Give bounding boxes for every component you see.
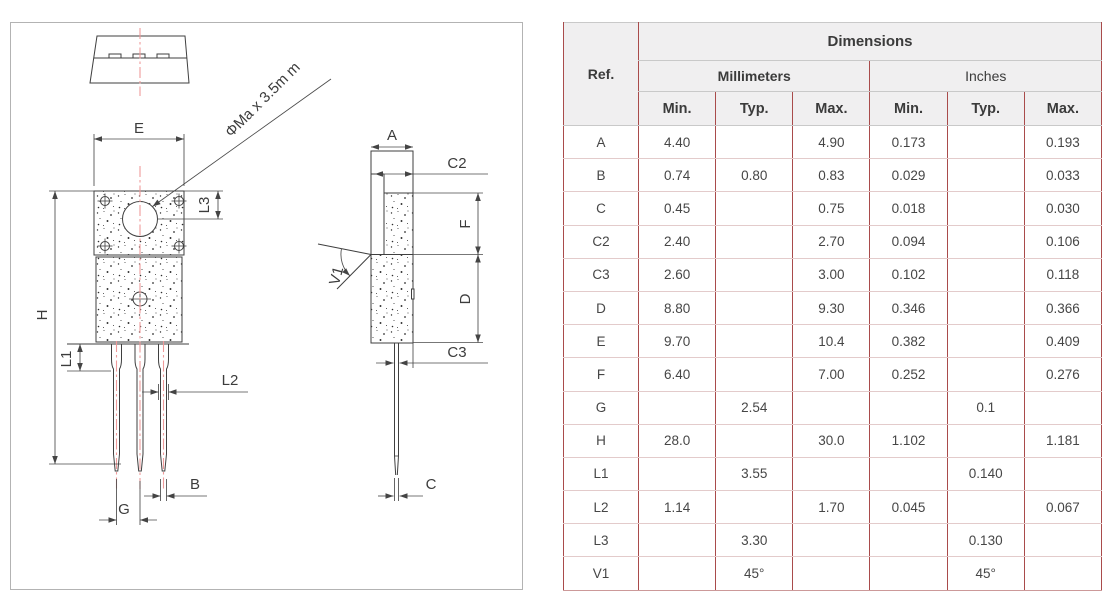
dim-value-cell: 0.102	[870, 258, 947, 291]
dim-value-cell	[947, 225, 1024, 258]
dimensions-table	[563, 22, 1102, 590]
dim-value-cell: 0.74	[639, 159, 716, 192]
dim-value-cell: 4.90	[793, 126, 870, 159]
dim-value-cell	[639, 524, 716, 557]
table-title: Dimensions	[639, 23, 1102, 61]
dim-value-cell	[1024, 524, 1101, 557]
row-ref: V1	[564, 557, 639, 590]
dim-value-cell: 0.033	[1024, 159, 1101, 192]
table-row	[564, 457, 1102, 490]
dim-value-cell: 0.75	[793, 192, 870, 225]
dim-value-cell: 7.00	[793, 358, 870, 391]
col-header-typ-in: Typ.	[947, 92, 1024, 126]
ref-column-header: Ref.	[564, 23, 639, 126]
row-ref: A	[564, 126, 639, 159]
dim-value-cell	[947, 291, 1024, 324]
table-row	[564, 159, 1102, 192]
dim-value-cell: 0.067	[1024, 491, 1101, 524]
row-ref: E	[564, 325, 639, 358]
dim-label-l3: L3	[196, 196, 213, 214]
dim-label-f: F	[457, 219, 474, 229]
dim-label-l1: L1	[58, 350, 75, 368]
dim-value-cell	[793, 524, 870, 557]
dim-value-cell	[716, 424, 793, 457]
dim-value-cell: 0.366	[1024, 291, 1101, 324]
dim-value-cell: 0.118	[1024, 258, 1101, 291]
dim-value-cell	[947, 126, 1024, 159]
dim-value-cell: 0.193	[1024, 126, 1101, 159]
dim-value-cell: 0.346	[870, 291, 947, 324]
col-header-max-mm: Max.	[793, 92, 870, 126]
row-ref: H	[564, 424, 639, 457]
dim-value-cell: 30.0	[793, 424, 870, 457]
side-view	[318, 151, 414, 475]
dim-value-cell: 28.0	[639, 424, 716, 457]
dim-value-cell	[947, 192, 1024, 225]
dim-label-a: A	[386, 127, 398, 144]
dim-value-cell: 10.4	[793, 325, 870, 358]
dim-value-cell	[716, 225, 793, 258]
dim-value-cell	[947, 491, 1024, 524]
table-row	[564, 126, 1102, 159]
dim-value-cell: 2.40	[639, 225, 716, 258]
dim-value-cell: 3.00	[793, 258, 870, 291]
dim-value-cell	[716, 192, 793, 225]
dim-value-cell	[870, 524, 947, 557]
dim-value-cell: 1.14	[639, 491, 716, 524]
dimensions-table-grid	[563, 22, 1102, 591]
row-ref: L3	[564, 524, 639, 557]
row-ref: C	[564, 192, 639, 225]
table-row	[564, 291, 1102, 324]
dim-value-cell: 2.60	[639, 258, 716, 291]
dim-label-c: C	[425, 476, 437, 493]
table-row	[564, 557, 1102, 590]
dim-value-cell: 4.40	[639, 126, 716, 159]
col-header-min-in: Min.	[870, 92, 947, 126]
dim-value-cell	[947, 358, 1024, 391]
dim-value-cell	[870, 557, 947, 590]
row-ref: G	[564, 391, 639, 424]
dim-value-cell: 0.409	[1024, 325, 1101, 358]
dim-label-c2: C2	[447, 155, 467, 172]
dim-value-cell: 0.106	[1024, 225, 1101, 258]
col-header-min-mm: Min.	[639, 92, 716, 126]
row-ref: F	[564, 358, 639, 391]
dim-value-cell: 45°	[716, 557, 793, 590]
dim-value-cell: 0.276	[1024, 358, 1101, 391]
dim-value-cell: 3.55	[716, 457, 793, 490]
dim-value-cell	[716, 325, 793, 358]
row-ref: C2	[564, 225, 639, 258]
dim-value-cell	[716, 126, 793, 159]
dim-value-cell	[947, 325, 1024, 358]
dim-value-cell	[947, 159, 1024, 192]
table-row	[564, 524, 1102, 557]
dim-value-cell: 1.102	[870, 424, 947, 457]
unit-header-millimeters: Millimeters	[639, 61, 870, 92]
table-row	[564, 258, 1102, 291]
dim-value-cell: 0.1	[947, 391, 1024, 424]
dim-value-cell: 0.252	[870, 358, 947, 391]
dim-value-cell: 2.70	[793, 225, 870, 258]
row-ref: L1	[564, 457, 639, 490]
dim-value-cell	[639, 457, 716, 490]
dim-value-cell: 0.029	[870, 159, 947, 192]
dim-value-cell: 2.54	[716, 391, 793, 424]
package-outline-drawing	[10, 22, 523, 590]
dim-label-c3: C3	[447, 344, 467, 361]
col-header-typ-mm: Typ.	[716, 92, 793, 126]
dim-value-cell	[793, 457, 870, 490]
dim-value-cell	[1024, 557, 1101, 590]
dim-value-cell	[716, 491, 793, 524]
dim-value-cell	[947, 258, 1024, 291]
front-view	[67, 166, 189, 491]
dim-value-cell	[1024, 457, 1101, 490]
table-row	[564, 225, 1102, 258]
top-view	[90, 28, 189, 96]
dim-value-cell: 1.181	[1024, 424, 1101, 457]
dim-value-cell	[1024, 391, 1101, 424]
dim-value-cell	[793, 391, 870, 424]
dim-value-cell: 0.45	[639, 192, 716, 225]
dim-label-l2: L2	[221, 372, 239, 389]
dim-value-cell: 0.140	[947, 457, 1024, 490]
dim-value-cell: 0.382	[870, 325, 947, 358]
dim-label-d: D	[457, 293, 474, 305]
table-row	[564, 192, 1102, 225]
dim-value-cell	[639, 391, 716, 424]
table-row	[564, 424, 1102, 457]
dim-value-cell: 0.094	[870, 225, 947, 258]
dim-value-cell	[947, 424, 1024, 457]
outline-drawing-svg	[11, 23, 522, 589]
dim-label-b: B	[189, 476, 201, 493]
dim-value-cell: 0.83	[793, 159, 870, 192]
dim-value-cell: 0.173	[870, 126, 947, 159]
dim-value-cell: 0.045	[870, 491, 947, 524]
table-row	[564, 491, 1102, 524]
row-ref: C3	[564, 258, 639, 291]
dim-value-cell: 0.130	[947, 524, 1024, 557]
dim-value-cell	[716, 258, 793, 291]
dim-label-h: H	[34, 309, 51, 321]
dim-value-cell	[716, 358, 793, 391]
dim-value-cell	[870, 457, 947, 490]
dim-value-cell: 0.030	[1024, 192, 1101, 225]
dim-label-hole-callout: ΦMa x 3.5m m	[221, 58, 304, 141]
row-ref: D	[564, 291, 639, 324]
col-header-max-in: Max.	[1024, 92, 1101, 126]
table-row	[564, 325, 1102, 358]
dim-value-cell: 0.80	[716, 159, 793, 192]
dim-label-g: G	[118, 501, 130, 518]
dim-value-cell: 9.70	[639, 325, 716, 358]
dim-label-e: E	[133, 120, 145, 137]
dim-value-cell	[716, 291, 793, 324]
row-ref: B	[564, 159, 639, 192]
dim-value-cell: 9.30	[793, 291, 870, 324]
dim-label-v1: V1	[326, 264, 348, 287]
unit-header-inches: Inches	[870, 61, 1102, 92]
table-body	[564, 126, 1102, 591]
dim-value-cell	[639, 557, 716, 590]
dim-value-cell: 45°	[947, 557, 1024, 590]
table-row	[564, 391, 1102, 424]
dim-value-cell	[870, 391, 947, 424]
row-ref: L2	[564, 491, 639, 524]
dim-value-cell: 0.018	[870, 192, 947, 225]
dim-value-cell: 1.70	[793, 491, 870, 524]
dim-value-cell	[793, 557, 870, 590]
table-row	[564, 358, 1102, 391]
dim-value-cell: 8.80	[639, 291, 716, 324]
dim-value-cell: 3.30	[716, 524, 793, 557]
dim-value-cell: 6.40	[639, 358, 716, 391]
